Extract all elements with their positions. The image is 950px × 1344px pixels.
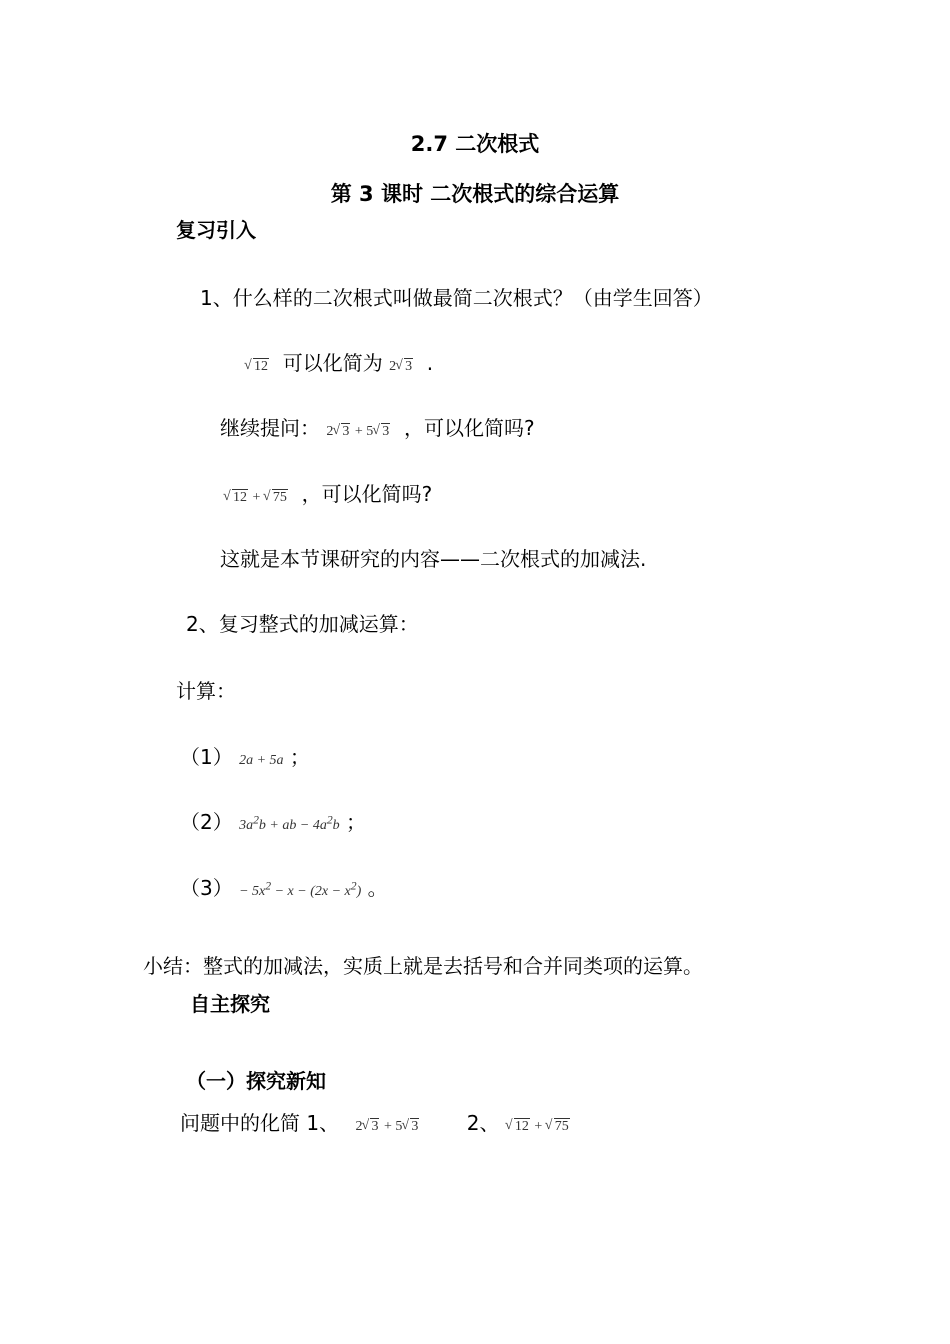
section-explore-heading: 自主探究 xyxy=(190,992,270,1016)
formula-item-2: $3a^2b$ + ab − $4a^2b$ xyxy=(239,813,340,833)
question-1: 1、什么样的二次根式叫做最简二次根式？（由学生回答） xyxy=(200,286,713,310)
calc-item-3 xyxy=(180,872,388,901)
formula-problem-1: 2√ 3 + 5√ 3 xyxy=(355,1119,420,1134)
section-review-heading: 复习引入 xyxy=(176,218,256,242)
document-subtitle: 第 3 课时 二次根式的综合运算 xyxy=(330,182,620,206)
item-label: （2） xyxy=(180,810,233,834)
document-title: 2.7 二次根式 xyxy=(410,132,540,156)
formula-problem-2: √ 12 + √ 75 xyxy=(506,1119,571,1134)
summary: 小结：整式的加减法，实质上就是去括号和合并同类项的运算。 xyxy=(143,954,703,978)
period: . xyxy=(426,351,434,375)
formula-2sqrt3: 2√ 3 xyxy=(389,359,414,374)
calc-item-1 xyxy=(180,741,310,770)
item-end: 。 xyxy=(367,876,388,900)
q1-line-sum xyxy=(224,478,432,507)
problem-line xyxy=(180,1107,571,1136)
q1-line-continue xyxy=(220,412,535,441)
problem-number-2: 2、 xyxy=(466,1111,500,1135)
subsection-heading: （一）探究新知 xyxy=(186,1069,326,1093)
formula-2sqrt3-plus-5sqrt3: 2√ 3 + 5√ 3 xyxy=(326,424,391,439)
q1-line-simplify xyxy=(245,347,433,376)
calc-item-2 xyxy=(180,806,366,835)
calc-label: 计算： xyxy=(176,679,236,703)
continue-suffix: ，可以化简吗? xyxy=(403,416,535,440)
simplify-text: 可以化简为 xyxy=(282,351,383,375)
item-label: （1） xyxy=(180,745,233,769)
sum-suffix: ，可以化简吗? xyxy=(301,482,433,506)
question-2: 2、复习整式的加减运算： xyxy=(186,612,419,636)
formula-sqrt12-plus-sqrt75: √ 12 + √ 75 xyxy=(224,490,289,505)
continue-prefix: 继续提问： xyxy=(220,416,320,440)
formula-item-3: − $5x^2 - x - (2x - x^2)$ xyxy=(239,879,362,899)
item-end: ； xyxy=(289,745,310,769)
formula-item-1: 2a + 5a xyxy=(239,753,284,768)
problem-prefix: 问题中的化简 1、 xyxy=(180,1111,340,1135)
q1-conclusion: 这就是本节课研究的内容——二次根式的加减法. xyxy=(220,547,647,571)
item-label: （3） xyxy=(180,876,233,900)
item-end: ； xyxy=(346,810,367,834)
formula-sqrt12: √ 12 xyxy=(245,359,270,374)
